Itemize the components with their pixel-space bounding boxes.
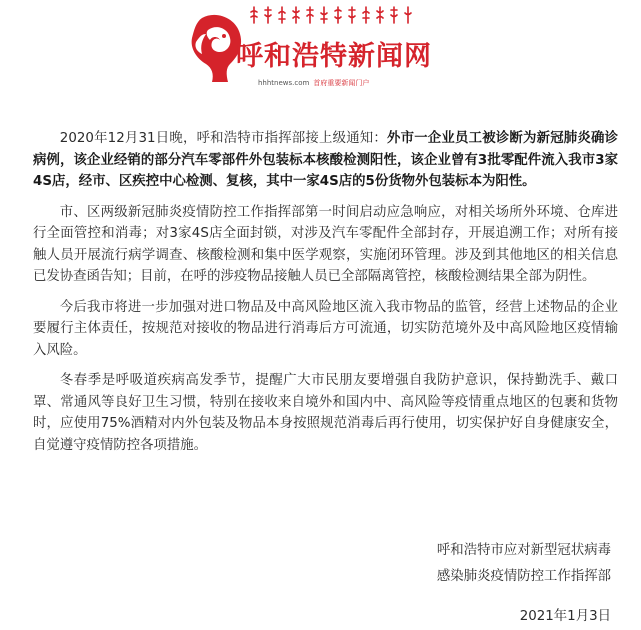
site-name: 呼和浩特新闻网 xyxy=(236,41,432,72)
article-paragraph-1 xyxy=(33,128,618,193)
site-header xyxy=(0,0,641,108)
article-paragraph-2: 市、区两级新冠肺炎疫情防控工作指挥部第一时间启动应急响应，对相关场所外环境、仓库进行全面管控和消毒；对3家4S店全面封锁，对涉及汽车零配件全部封存，开展追溯工作；对所有接触人员开展流行病学调查、核酸检测和集中医学观察，实施闭环管理。涉及到其他地区的相关信息已发协查函告知；目前，在呼的涉疫物品接触人员已全部隔离管控，核酸检测结果全部为阴性。 xyxy=(33,204,618,284)
site-url: hhhtnews.com xyxy=(258,79,310,87)
article-body xyxy=(33,128,618,456)
article-paragraph-4: 冬春季是呼吸道疾病高发季节，提醒广大市民朋友要增强自我防护意识，保持勤洗手、戴口罩、常通风等良好卫生习惯，特别在接收来自境外和国内中、高风险等疫情重点地区的包裹和货物时，应使用75%酒精对内外包装及物品本身按照规范消毒后再行使用，切实保护好自身健康安全，自觉遵守疫情防控各项措施。 xyxy=(33,373,618,453)
signature-block xyxy=(437,538,611,630)
signature-date: 2021年1月3日 xyxy=(519,609,611,624)
site-url-line xyxy=(258,78,369,88)
paragraph-1-intro: 2020年12月31日晚，呼和浩特市指挥部接上级通知： xyxy=(59,131,387,146)
article-paragraph-3: 今后我市将进一步加强对进口物品及中高风险地区流入我市物品的监管，经营上述物品的企业要履行主体责任，按规范对接收的物品进行消毒后方可流通，切实防范境外及中高风险地区疫情输入风险。 xyxy=(33,299,618,358)
site-tagline: 首府重要新闻门户 xyxy=(313,79,370,87)
signature-line-1: 呼和浩特市应对新型冠状病毒 xyxy=(436,543,611,558)
paragraph-1-bold: 外市一企业员工被诊断为新冠肺炎确诊病例，该企业经销的部分汽车零部件外包装标本核酸检测阳性，该企业曾有3批零配件流入我市3家4S店，经市、区疾控中心检测、复核，其中一家4S店的5份货物外包装标本为阳性。 xyxy=(33,131,619,189)
signature-line-2: 感染肺炎疫情防控工作指挥部 xyxy=(436,569,611,584)
mongolian-script-logo xyxy=(248,4,418,26)
